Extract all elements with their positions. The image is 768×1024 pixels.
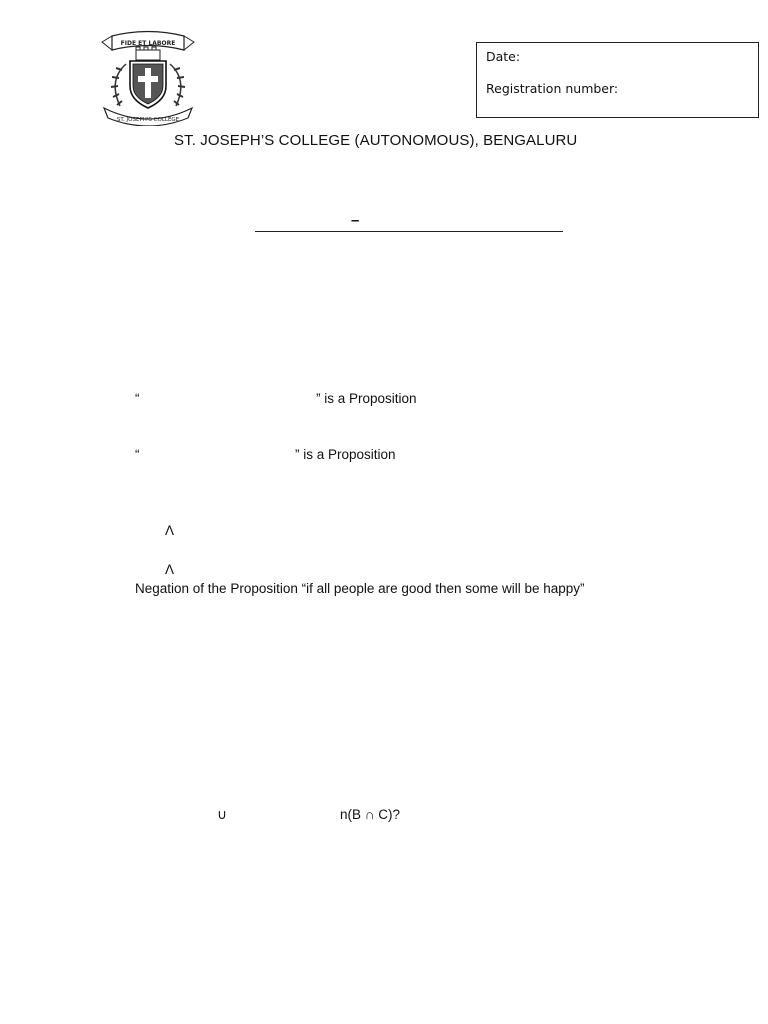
negation-question: Negation of the Proposition “if all people are good then some will be happy” <box>135 581 585 596</box>
college-crest-icon <box>98 28 198 126</box>
title-dash: – <box>351 212 360 229</box>
registration-number-label: Registration number: <box>486 81 619 96</box>
question-1-open-quote: “ <box>135 391 140 406</box>
college-logo <box>98 28 198 126</box>
logo-motto: FIDE ET LABORE <box>120 40 176 47</box>
question-2-open-quote: “ <box>135 447 140 462</box>
question-2-text: ” is a Proposition <box>295 447 396 462</box>
college-name: ST. JOSEPH’S COLLEGE (AUTONOMOUS), BENGALURU <box>174 132 578 149</box>
intersection-question: n(B ∩ C)? <box>340 807 400 822</box>
date-label: Date: <box>486 49 521 64</box>
question-1-text: ” is a Proposition <box>316 391 417 406</box>
title-underline <box>255 231 563 232</box>
logo-college-name: ST. JOSEPH'S COLLEGE <box>116 117 180 123</box>
conjunction-symbol-1: Λ <box>165 523 175 538</box>
union-symbol: ∪ <box>217 807 227 822</box>
date-registration-box <box>476 42 759 118</box>
conjunction-symbol-2: Λ <box>165 562 175 577</box>
